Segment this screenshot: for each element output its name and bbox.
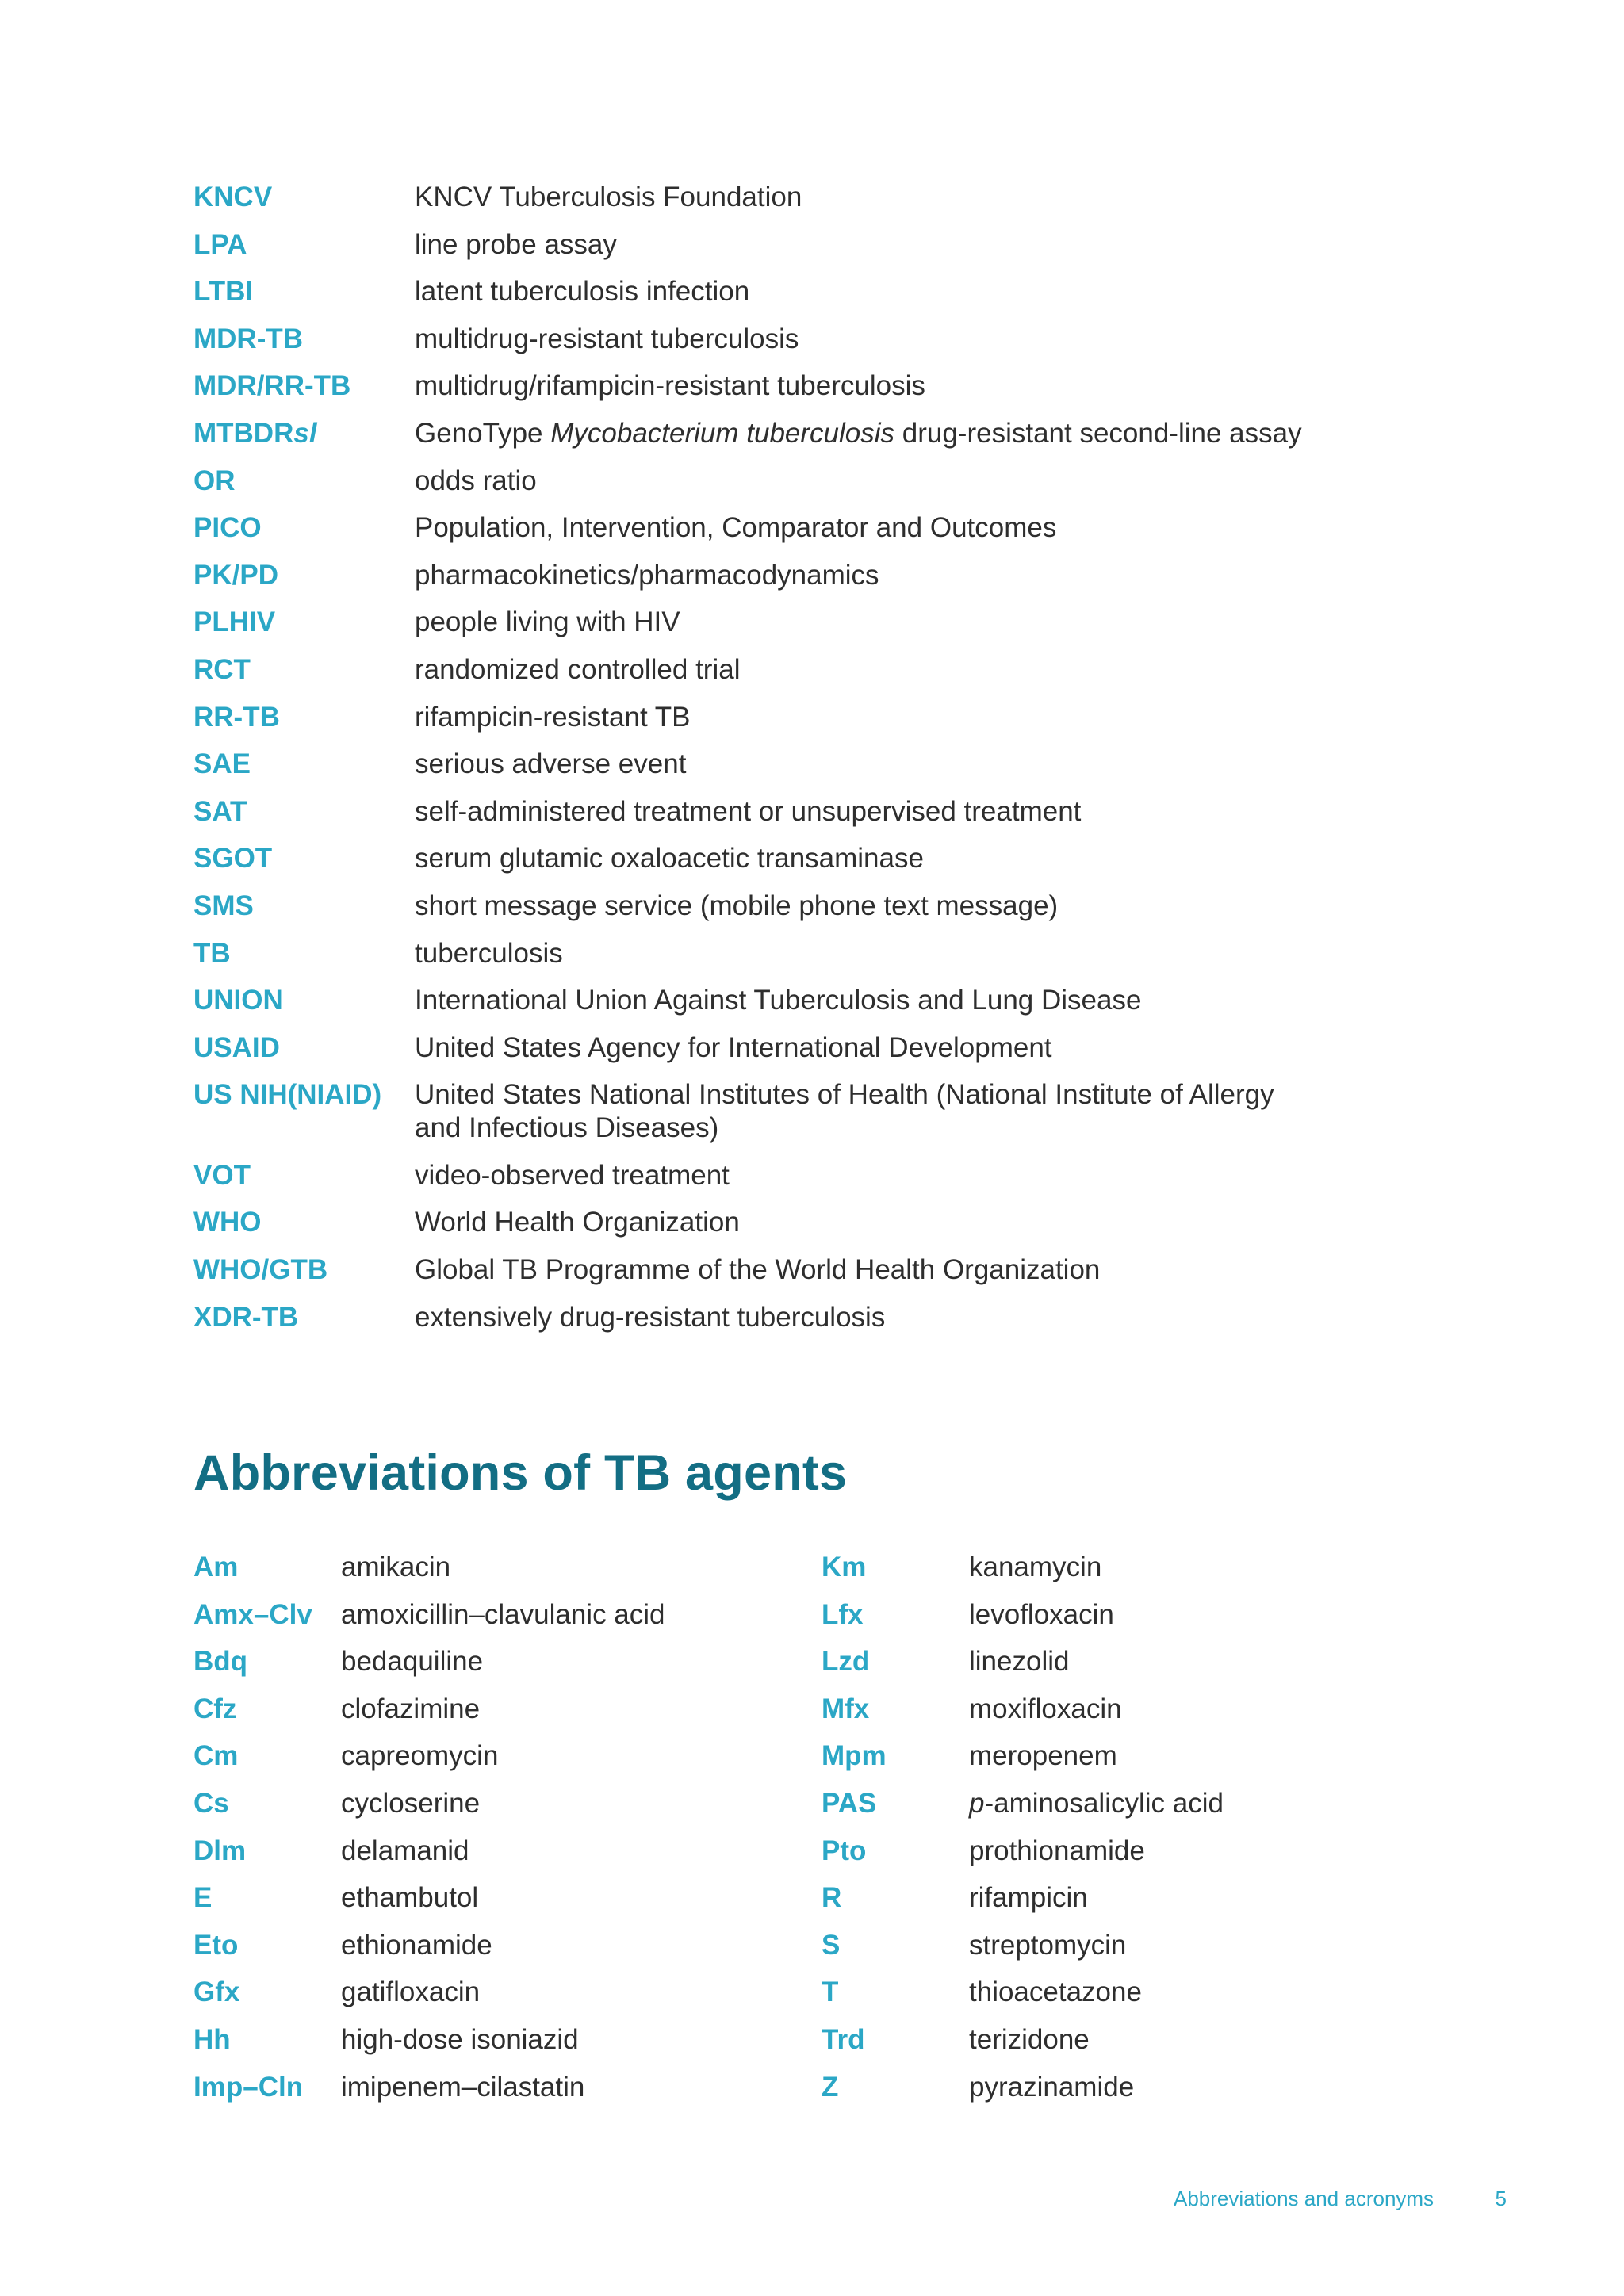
acronym-definition: serum glutamic oxaloacetic transaminase (415, 843, 924, 874)
agent-row (822, 1739, 1424, 1773)
agent-abbreviation: Lfx (822, 1598, 864, 1630)
acronym-row (193, 181, 1462, 214)
acronym-row (193, 795, 1462, 828)
agent-name: rifampicin (969, 1882, 1088, 1914)
acronym-term: KNCV (193, 182, 273, 212)
agent-name: pyrazinamide (969, 2071, 1135, 2103)
acronym-term: WHO (193, 1207, 262, 1238)
agent-abbreviation: Bdq (193, 1646, 248, 1678)
agent-abbreviation: Mfx (822, 1693, 870, 1724)
acronym-row (193, 1301, 1462, 1334)
agent-abbreviation: Gfx (193, 1976, 240, 2008)
acronym-list (193, 181, 1462, 1348)
agent-name: bedaquiline (341, 1646, 484, 1678)
acronym-term: MDR-TB (193, 323, 304, 354)
acronym-term: SGOT (193, 843, 273, 874)
agent-row (193, 1976, 796, 2009)
acronym-row (193, 465, 1462, 498)
acronym-term: TB (193, 937, 231, 969)
agent-name (969, 1787, 1424, 1820)
agent-row (822, 1645, 1424, 1678)
acronym-definition: Population, Intervention, Comparator and Outcomes (415, 512, 1057, 544)
acronym-definition: latent tuberculosis infection (415, 276, 750, 308)
agent-row (193, 1598, 796, 1632)
acronym-row (193, 937, 1462, 970)
agent-row (822, 2023, 1424, 2057)
acronym-definition: multidrug/rifampicin-resistant tuberculosis (415, 370, 925, 402)
agent-row (193, 2023, 796, 2057)
acronym-term: SAT (193, 795, 247, 827)
acronym-term: PLHIV (193, 607, 276, 638)
agent-name: cycloserine (341, 1787, 481, 1819)
agent-abbreviation: Km (822, 1552, 867, 1582)
acronym-term: SMS (193, 890, 254, 921)
agent-name: imipenem–cilastatin (341, 2071, 585, 2103)
acronym-definition: multidrug-resistant tuberculosis (415, 323, 799, 354)
acronym-row (193, 1253, 1462, 1287)
agent-name: thioacetazone (969, 1976, 1142, 2008)
acronym-definition: pharmacokinetics/pharmacodynamics (415, 559, 879, 591)
agent-abbreviation: Cs (193, 1787, 229, 1819)
agent-abbreviation: E (193, 1882, 213, 1914)
agent-abbreviation: S (822, 1929, 841, 1961)
agent-abbreviation: Am (193, 1552, 239, 1582)
definition-italic: p (969, 1787, 985, 1819)
acronym-row (193, 417, 1462, 450)
acronym-term: XDR-TB (193, 1301, 299, 1333)
agent-row (822, 1881, 1424, 1915)
agent-row (822, 1787, 1424, 1820)
agent-name: ethambutol (341, 1882, 479, 1914)
agent-name: capreomycin (341, 1740, 499, 1772)
agent-row (193, 1835, 796, 1868)
agent-row (193, 1739, 796, 1773)
acronym-term: LPA (193, 228, 247, 260)
agent-row (193, 1929, 796, 1962)
acronym-definition: United States Agency for International Development (415, 1031, 1052, 1063)
acronym-definition: Global TB Programme of the World Health Organization (415, 1254, 1101, 1286)
acronym-definition: short message service (mobile phone text message) (415, 890, 1059, 921)
acronym-term: SAE (193, 748, 251, 780)
definition-part: GenoType (415, 417, 551, 449)
agent-abbreviation: Amx–Clv (193, 1598, 312, 1630)
acronym-row (193, 1031, 1462, 1065)
acronym-definition: people living with HIV (415, 607, 680, 638)
agent-name: terizidone (969, 2023, 1090, 2055)
agent-abbreviation: Lzd (822, 1646, 870, 1678)
agents-list-right (822, 1551, 1424, 2118)
acronym-row (193, 323, 1462, 356)
acronym-term: UNION (193, 985, 283, 1016)
acronym-term-main: MTBDR (193, 417, 294, 449)
acronym-row (193, 511, 1462, 545)
agents-list-left (193, 1551, 796, 2118)
acronym-row (193, 653, 1462, 687)
agent-name: levofloxacin (969, 1598, 1114, 1630)
acronym-term: US NIH(NIAID) (193, 1079, 382, 1111)
agent-name: streptomycin (969, 1929, 1127, 1961)
acronym-definition: World Health Organization (415, 1207, 740, 1238)
acronym-term: RCT (193, 653, 251, 685)
agent-name: gatifloxacin (341, 1976, 481, 2008)
definition-part: drug-resistant second-line assay (894, 417, 1302, 449)
definition-part: -aminosalicylic acid (984, 1787, 1224, 1819)
agent-abbreviation: Mpm (822, 1740, 887, 1772)
agent-abbreviation: Cm (193, 1740, 239, 1772)
agent-row (822, 1929, 1424, 1962)
agent-row (193, 2071, 796, 2104)
agent-row (822, 1693, 1424, 1726)
agent-row (193, 1645, 796, 1678)
acronym-definition: odds ratio (415, 465, 537, 496)
agent-name: amikacin (341, 1552, 451, 1582)
agent-abbreviation: Pto (822, 1835, 867, 1866)
acronym-row (193, 1159, 1462, 1192)
acronym-definition: United States National Institutes of Health (National Institute of Allergy and Infectious Diseases) (415, 1079, 1274, 1144)
acronym-definition: extensively drug-resistant tuberculosis (415, 1301, 886, 1333)
acronym-definition: KNCV Tuberculosis Foundation (415, 182, 802, 212)
acronym-row (193, 701, 1462, 734)
acronym-row (193, 228, 1462, 262)
page-number: 5 (1495, 2187, 1507, 2210)
acronym-definition: line probe assay (415, 228, 617, 260)
agent-name: delamanid (341, 1835, 469, 1866)
acronym-row (193, 559, 1462, 592)
acronym-term: MDR/RR-TB (193, 370, 351, 402)
agent-abbreviation: T (822, 1976, 839, 2008)
agent-abbreviation: Trd (822, 2023, 865, 2055)
acronym-row (193, 1206, 1462, 1239)
agent-row (822, 1598, 1424, 1632)
acronym-row (193, 890, 1462, 923)
agent-name: prothionamide (969, 1835, 1145, 1866)
acronym-row (193, 842, 1462, 875)
agent-row (193, 1881, 796, 1915)
page-footer (1174, 2187, 1507, 2211)
acronym-definition: International Union Against Tuberculosis and Lung Disease (415, 985, 1142, 1016)
acronym-definition: serious adverse event (415, 748, 687, 780)
acronym-term: USAID (193, 1031, 280, 1063)
acronym-term: RR-TB (193, 701, 280, 733)
acronym-term: PK/PD (193, 559, 278, 591)
acronym-row (193, 369, 1462, 403)
acronym-term: LTBI (193, 276, 254, 308)
acronym-term: PICO (193, 512, 262, 544)
agent-abbreviation: Eto (193, 1929, 239, 1961)
acronym-definition: tuberculosis (415, 937, 563, 969)
definition-italic: Mycobacterium tuberculosis (550, 417, 895, 449)
footer-section-title: Abbreviations and acronyms (1174, 2187, 1434, 2210)
agent-name: ethionamide (341, 1929, 492, 1961)
acronym-term-italic: sl (293, 417, 317, 449)
acronym-term (193, 417, 415, 450)
agent-name: clofazimine (341, 1693, 481, 1724)
agent-name: kanamycin (969, 1552, 1102, 1582)
acronym-definition (415, 417, 1462, 450)
acronym-row (193, 275, 1462, 308)
agent-row (822, 1835, 1424, 1868)
acronym-definition: self-administered treatment or unsupervised treatment (415, 795, 1082, 827)
agent-abbreviation: Imp–Cln (193, 2071, 304, 2103)
agent-row (822, 1976, 1424, 2009)
acronym-definition: rifampicin-resistant TB (415, 701, 691, 733)
acronym-row (193, 1078, 1462, 1145)
acronym-row (193, 984, 1462, 1017)
acronym-row (193, 748, 1462, 781)
agent-row (822, 2071, 1424, 2104)
agent-abbreviation: Z (822, 2071, 839, 2103)
acronym-definition: randomized controlled trial (415, 653, 741, 685)
acronym-definition: video-observed treatment (415, 1159, 730, 1191)
agent-name: linezolid (969, 1646, 1070, 1678)
agent-row (193, 1551, 796, 1584)
acronym-term: WHO/GTB (193, 1254, 328, 1286)
agent-name: moxifloxacin (969, 1693, 1122, 1724)
acronym-term: OR (193, 465, 236, 496)
section-heading: Abbreviations of TB agents (193, 1445, 848, 1501)
acronym-term: VOT (193, 1159, 251, 1191)
agent-name: meropenem (969, 1740, 1117, 1772)
agent-name: high-dose isoniazid (341, 2023, 579, 2055)
agent-name: amoxicillin–clavulanic acid (341, 1598, 665, 1630)
agent-abbreviation: Hh (193, 2023, 231, 2055)
agent-abbreviation: Cfz (193, 1693, 237, 1724)
agent-abbreviation: PAS (822, 1787, 877, 1819)
acronym-row (193, 606, 1462, 639)
agent-row (822, 1551, 1424, 1584)
agent-row (193, 1787, 796, 1820)
agent-row (193, 1693, 796, 1726)
agent-abbreviation: R (822, 1882, 842, 1914)
agent-abbreviation: Dlm (193, 1835, 247, 1866)
